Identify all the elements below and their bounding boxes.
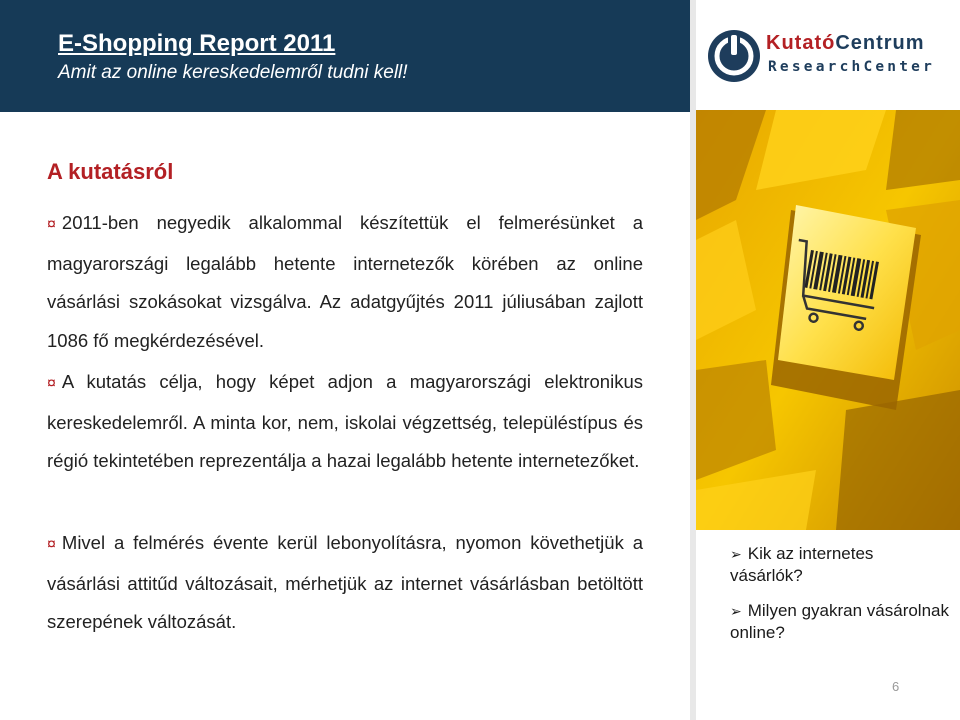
shopping-key-photo <box>696 110 960 530</box>
report-subtitle: Amit az online kereskedelemről tudni kell! <box>58 62 408 83</box>
logo-subtitle: ResearchCenter <box>768 59 936 75</box>
power-icon <box>704 26 764 86</box>
paragraph-text: Mivel a felmérés évente kerül lebonyolításra, nyomon követhetjük a vásárlási attitűd változásait, mérhetjük az internet vásárlásban betöltött szerepének változását. <box>47 532 643 632</box>
bullet-icon: ¤ <box>47 536 56 553</box>
arrow-bullet-icon: ➢ <box>730 603 742 619</box>
question-list <box>730 543 950 657</box>
logo-word-centrum: Centrum <box>835 32 925 54</box>
logo-wordmark <box>766 32 925 55</box>
keyboard-cart-image <box>696 110 960 530</box>
page-number: 6 <box>892 679 900 694</box>
question-item <box>730 543 950 587</box>
question-item <box>730 600 950 644</box>
bullet-icon: ¤ <box>47 216 56 233</box>
paragraph-intro <box>47 204 643 360</box>
bullet-icon: ¤ <box>47 375 56 392</box>
logo-word-kutato: Kutató <box>766 32 836 54</box>
paragraph-annual <box>47 524 643 642</box>
header-banner <box>0 0 690 112</box>
paragraph-goal <box>47 363 643 481</box>
arrow-bullet-icon: ➢ <box>730 546 742 562</box>
paragraph-text: 2011-ben negyedik alkalommal készítettük el felmerésünket a magyarországi legalább hetente internetezők körében az online vásárlási szokásokat vizsgálva. Az adatgyűjtés 2011 júliusában zajlott 1086 fő megkérdezésével. <box>47 212 643 351</box>
kutatocentrum-logo <box>700 18 950 98</box>
question-text: Milyen gyakran vásárolnak online? <box>730 601 949 642</box>
section-title: A kutatásról <box>47 159 174 184</box>
question-text: Kik az internetes vásárlók? <box>730 544 874 585</box>
paragraph-text: A kutatás célja, hogy képet adjon a magyarországi elektronikus kereskedelemről. A minta kor, nem, iskolai végzettség, településtípus és régió tekintetében reprezentálja a hazai legalább hetente internetezőket. <box>47 371 643 471</box>
report-title: E-Shopping Report 2011 <box>58 30 336 57</box>
